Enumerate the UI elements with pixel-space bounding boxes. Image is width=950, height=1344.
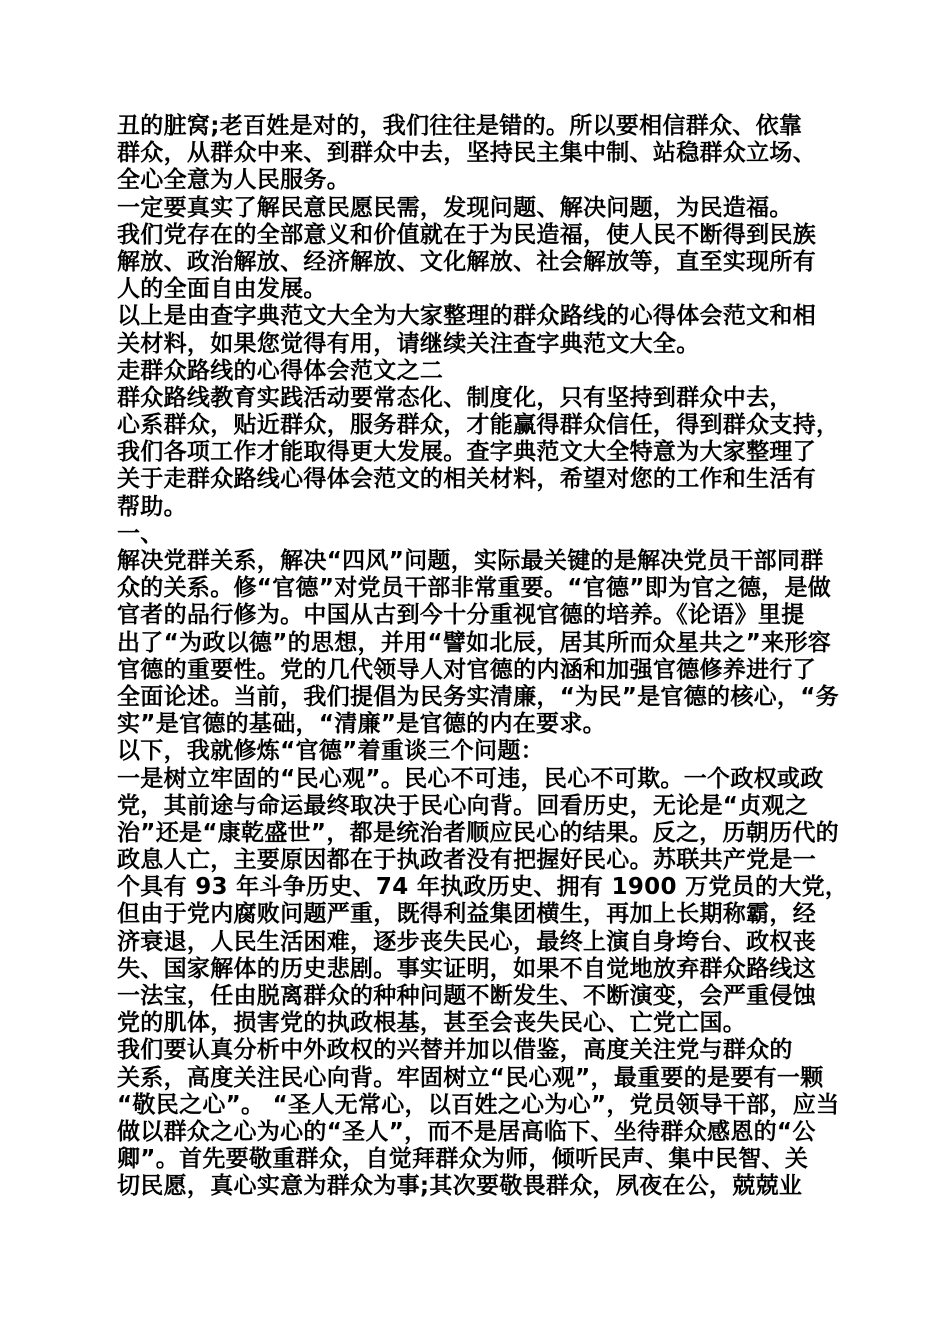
document-page xyxy=(117,113,852,1201)
text-line: 一法宝，任由脱离群众的种种问题不断发生、不断演变，会严重侵蚀 xyxy=(117,983,816,1009)
text-line: 我们各项工作才能取得更大发展。查字典范文大全特意为大家整理了 xyxy=(117,439,816,466)
text-line: 群众路线教育实践活动要常态化、制度化，只有坚持到群众中去， xyxy=(117,384,793,411)
text-line: 丑的脏窝;老百姓是对的，我们往往是错的。所以要相信群众、依靠 xyxy=(117,113,803,139)
text-line: 失、国家解体的历史悲剧。事实证明，如果不自觉地放弃群众路线这 xyxy=(117,955,816,982)
text-line: 我们要认真分析中外政权的兴替并加以借鉴，高度关注党与群众的 xyxy=(117,1037,793,1064)
text-line: 出了“为政以德”的思想，并用“譬如北辰，居其所而众星共之”来形容 xyxy=(117,629,832,656)
text-line: 一是树立牢固的“民心观”。民心不可违，民心不可欺。一个政权或政 xyxy=(117,765,824,792)
text-line: 卿”。首先要敬重群众，自觉拜群众为师，倾听民声、集中民智、关 xyxy=(117,1146,809,1173)
text-line: 官者的品行修为。中国从古到今十分重视官德的培养。《论语》里提 xyxy=(117,602,805,629)
text-line: 我们党存在的全部意义和价值就在于为民造福，使人民不断得到民族 xyxy=(117,221,816,248)
text-line: 以下，我就修炼“官德”着重谈三个问题： xyxy=(117,738,544,765)
text-line: 人的全面自由发展。 xyxy=(117,276,327,303)
text-line: 济衰退，人民生活困难，逐步丧失民心，最终上演自身垮台、政权丧 xyxy=(117,928,816,955)
text-line: 实”是官德的基础，“清廉”是官德的内在要求。 xyxy=(117,711,606,738)
text-line: 以上是由查字典范文大全为大家整理的群众路线的心得体会范文和相 xyxy=(117,303,816,330)
text-line: 但由于党内腐败问题严重，既得利益集团横生，再加上长期称霸，经 xyxy=(117,901,816,928)
text-line: 党，其前途与命运最终取决于民心向背。回看历史，无论是“贞观之 xyxy=(117,792,809,819)
text-line: 切民愿，真心实意为群众为事;其次要敬畏群众，夙夜在公，兢兢业 xyxy=(117,1173,803,1200)
text-line: 走群众路线的心得体会范文之二 xyxy=(117,357,444,384)
text-line: “敬民之心”。 “圣人无常心，以百姓之心为心”，党员领导干部，应当 xyxy=(117,1091,840,1118)
text-line: 关系，高度关注民心向背。牢固树立“民心观”，最重要的是要有一颗 xyxy=(117,1064,824,1091)
text-line: 关于走群众路线心得体会范文的相关材料，希望对您的工作和生活有 xyxy=(117,466,816,493)
text-line: 心系群众，贴近群众，服务群众，才能赢得群众信任，得到群众支持， xyxy=(117,412,840,439)
text-line: 治”还是“康乾盛世”，都是统治者顺应民心的结果。反之，历朝历代的 xyxy=(117,819,839,846)
text-line: 个具有 93 年斗争历史、74 年执政历史、拥有 1900 万党员的大党， xyxy=(117,874,849,901)
text-line: 全面论述。当前，我们提倡为民务实清廉，“为民”是官德的核心，“务 xyxy=(117,683,839,710)
text-line: 一、 xyxy=(117,520,164,547)
text-line: 全心全意为人民服务。 xyxy=(117,167,350,194)
text-line: 党的肌体，损害党的执政根基，甚至会丧失民心、亡党亡国。 xyxy=(117,1010,747,1037)
text-line: 一定要真实了解民意民愿民需，发现问题、解决问题，为民造福。 xyxy=(117,194,793,221)
text-line: 群众，从群众中来、到群众中去，坚持民主集中制、站稳群众立场、 xyxy=(117,140,816,167)
text-line: 解放、政治解放、经济解放、文化解放、社会解放等，直至实现所有 xyxy=(117,248,816,275)
text-line: 解决党群关系，解决“四风”问题，实际最关键的是解决党员干部同群 xyxy=(117,548,824,574)
text-line: 众的关系。修“官德”对党员干部非常重要。“官德”即为官之德，是做 xyxy=(117,575,832,602)
text-line: 关材料，如果您觉得有用，请继续关注查字典范文大全。 xyxy=(117,330,700,357)
text-line: 帮助。 xyxy=(117,493,187,520)
text-line: 做以群众之心为心的“圣人”，而不是居高临下、坐待群众感恩的“公 xyxy=(117,1118,816,1145)
text-line: 政息人亡，主要原因都在于执政者没有把握好民心。苏联共产党是一 xyxy=(117,847,816,874)
text-line: 官德的重要性。党的几代领导人对官德的内涵和加强官德修养进行了 xyxy=(117,656,816,683)
